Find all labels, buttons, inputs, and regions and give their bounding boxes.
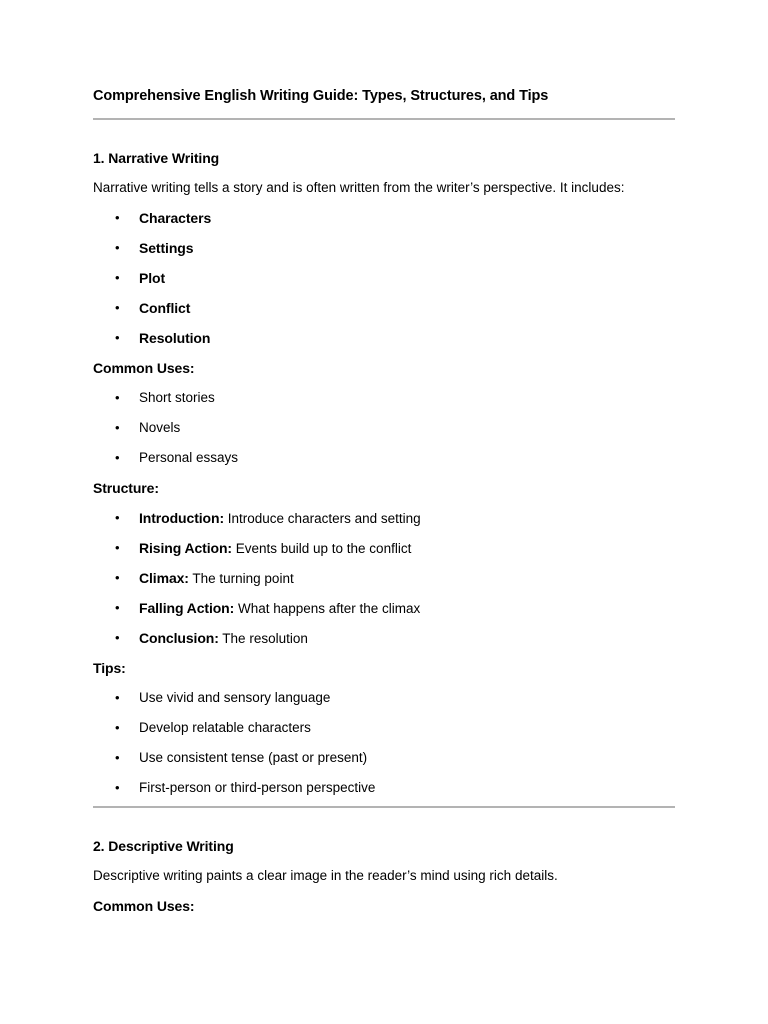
bullet-icon: •	[115, 600, 120, 615]
list-item: • Rising Action: Events build up to the conflict	[115, 540, 412, 556]
list-item: • First-person or third-person perspective	[93, 778, 675, 798]
section-intro-descriptive: Descriptive writing paints a clear image in the reader’s mind using rich details.	[93, 868, 558, 883]
list-item: • Personal essays	[93, 448, 675, 468]
bullet-icon: •	[115, 450, 120, 465]
document-title: Comprehensive English Writing Guide: Types, Structures, and Tips	[93, 88, 549, 104]
bullet-icon: •	[115, 720, 120, 735]
list-item: • Develop relatable characters	[93, 718, 675, 738]
common-uses-label: Common Uses:	[93, 360, 195, 376]
list-item: • Falling Action: What happens after the climax	[115, 600, 421, 616]
list-item: • Climax: The turning point	[115, 570, 294, 586]
section-heading-narrative: 1. Narrative Writing	[93, 150, 220, 166]
horizontal-rule	[93, 806, 675, 808]
section-heading-descriptive: 2. Descriptive Writing	[93, 838, 234, 854]
list-item: • Conclusion: The resolution	[115, 630, 308, 646]
common-uses-list	[93, 388, 675, 468]
bullet-icon: •	[115, 240, 120, 255]
bullet-icon: •	[115, 300, 120, 315]
bullet-icon: •	[115, 570, 120, 585]
section-intro-narrative: Narrative writing tells a story and is often written from the writer’s perspective. It includes:	[93, 180, 625, 195]
tips-list	[93, 688, 675, 798]
bullet-icon: •	[115, 390, 120, 405]
bullet-icon: •	[115, 210, 120, 225]
bullet-icon: •	[115, 630, 120, 645]
list-item: • Conflict	[115, 300, 191, 316]
list-item: • Settings	[115, 240, 194, 256]
horizontal-rule	[93, 118, 675, 120]
list-item: • Short stories	[93, 388, 675, 408]
tips-label: Tips:	[93, 660, 126, 676]
list-item: • Characters	[115, 210, 212, 226]
structure-label: Structure:	[93, 480, 159, 496]
bullet-icon: •	[115, 540, 120, 555]
narrative-elements-list	[93, 208, 675, 348]
bullet-icon: •	[115, 270, 120, 285]
list-item: • Use consistent tense (past or present)	[93, 748, 675, 768]
bullet-icon: •	[115, 510, 120, 525]
bullet-icon: •	[115, 330, 120, 345]
list-item: • Novels	[93, 418, 675, 438]
common-uses-label: Common Uses:	[93, 898, 195, 914]
bullet-icon: •	[115, 750, 120, 765]
bullet-icon: •	[115, 690, 120, 705]
list-item: • Use vivid and sensory language	[93, 688, 675, 708]
list-item: • Plot	[115, 270, 166, 286]
list-item: • Introduction: Introduce characters and setting	[115, 510, 421, 526]
document-page	[93, 86, 675, 916]
bullet-icon: •	[115, 420, 120, 435]
structure-list	[93, 508, 675, 648]
bullet-icon: •	[115, 780, 120, 795]
list-item: • Resolution	[115, 330, 211, 346]
